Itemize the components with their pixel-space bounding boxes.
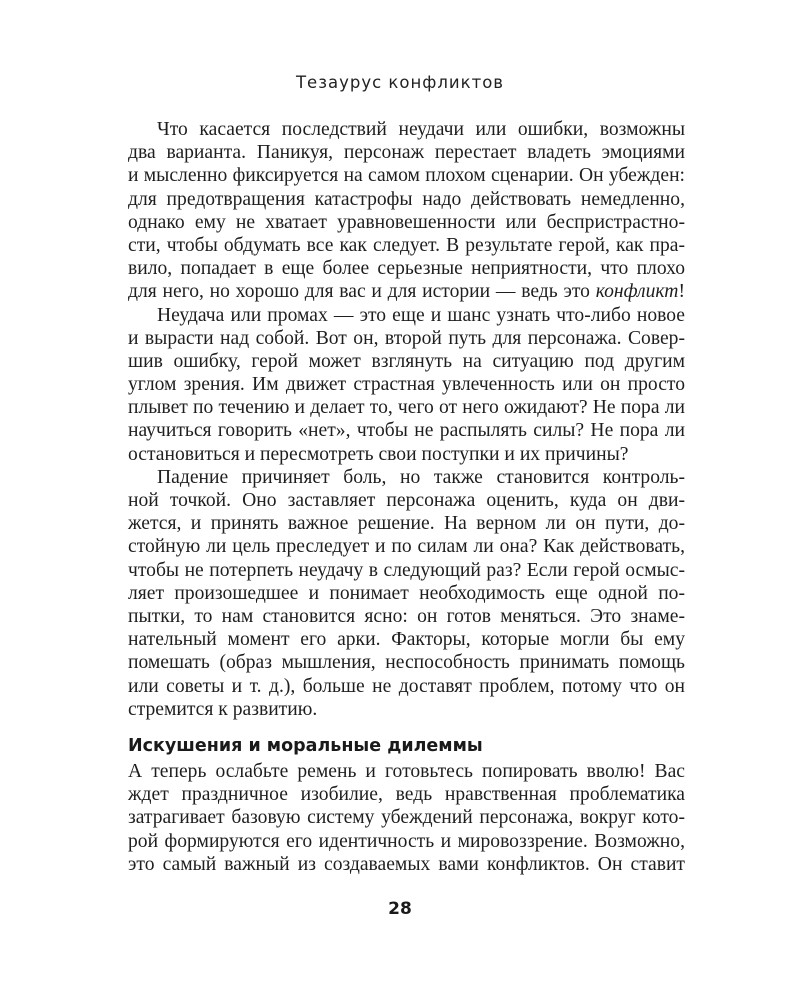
section-paragraph-line: затрагивает базовую систему убеждений персонажа, вокруг кото-	[128, 807, 685, 829]
paragraph-2-line: плывет по течению и делает то, чего от него ожидают? Не пора ли	[128, 397, 685, 419]
paragraph-1-line: два варианта. Паникуя, персонаж перестает владеть эмоциями	[128, 142, 685, 164]
paragraph-1-line: сти, чтобы обдумать все как следует. В результате герой, как пра-	[128, 234, 685, 256]
paragraph-3-line: нательный момент его арки. Факторы, которые могли бы ему	[128, 629, 685, 651]
section-paragraph-line: ждет праздничное изобилие, ведь нравственная проблематика	[128, 784, 685, 806]
body-text	[128, 118, 685, 721]
section-paragraph-line: А теперь ослабьте ремень и готовьтесь попировать вволю! Вас	[128, 761, 685, 782]
paragraph-1-line: для предотвращения катастрофы надо действовать немедленно,	[128, 188, 685, 210]
paragraph-3-line: чтобы не потерпеть неудачу в следующий раз? Если герой осмыс-	[128, 559, 685, 581]
paragraph-3-line: жется, и принять важное решение. На верном ли он пути, до-	[128, 513, 685, 535]
paragraph-2-line: остановиться и пересмотреть свои поступки и их причины?	[128, 443, 629, 465]
section-body-text	[128, 760, 685, 876]
paragraph-1-line: Что касается последствий неудачи или ошибки, возможны	[157, 119, 685, 140]
paragraph-1-last-line	[128, 280, 685, 303]
paragraph-3-line: или советы и т. д.), больше не доставят проблем, потому что он	[128, 675, 685, 697]
paragraph-1-line: и мысленно фиксируется на самом плохом сценарии. Он убежден:	[128, 165, 685, 187]
paragraph-3-line: ной точкой. Оно заставляет персонажа оценить, куда он дви-	[128, 490, 685, 511]
paragraph-3-line: стремится к развитию.	[128, 698, 318, 720]
paragraph-1-line: однако ему не хватает уравновешенности или беспристрастно-	[128, 211, 685, 233]
paragraph-2-line: и вырасти над собой. Вот он, второй путь для персонажа. Совер-	[128, 327, 685, 349]
paragraph-3-line: помешать (образ мышления, неспособность принимать помощь	[128, 652, 685, 674]
paragraph-2-line: углом зрения. Им движет страстная увлеченность или он просто	[128, 374, 685, 396]
paragraph-1-last-line-punct: !	[678, 281, 685, 303]
section-paragraph-line: это самый важный из создаваемых вами конфликтов. Он ставит	[128, 853, 685, 875]
paragraph-3-line: Падение причиняет боль, но также становится контроль-	[157, 466, 685, 488]
paragraph-2-line: шив ошибку, герой может взглянуть на ситуацию под другим	[128, 350, 685, 372]
running-head: Тезаурус конфликтов	[295, 73, 505, 92]
paragraph-2-line: Неудача или промах — это еще и шанс узнать что-либо новое	[157, 304, 685, 326]
page-number: 28	[388, 899, 412, 919]
paragraph-3-line: стойную ли цель преследует и по силам ли она? Как действовать,	[128, 536, 685, 558]
paragraph-1-last-line-text: для него, но хорошо для вас и для истории — ведь это	[128, 281, 596, 303]
paragraph-2-line: научиться говорить «нет», чтобы не распылять силы? Не пора ли	[128, 420, 685, 442]
emphasized-word: конфликт	[595, 281, 679, 303]
paragraph-3-line: пытки, то нам становится ясно: он готов меняться. Это знаме-	[128, 605, 685, 627]
paragraph-1-line: вило, попадает в еще более серьезные неприятности, что плохо	[128, 258, 685, 280]
section-paragraph-line: рой формируются его идентичность и мировоззрение. Возможно,	[128, 830, 685, 852]
section-heading: Искушения и моральные дилеммы	[128, 736, 483, 756]
paragraph-3-line: ляет произошедшее и понимает необходимость еще одной по-	[128, 582, 685, 604]
